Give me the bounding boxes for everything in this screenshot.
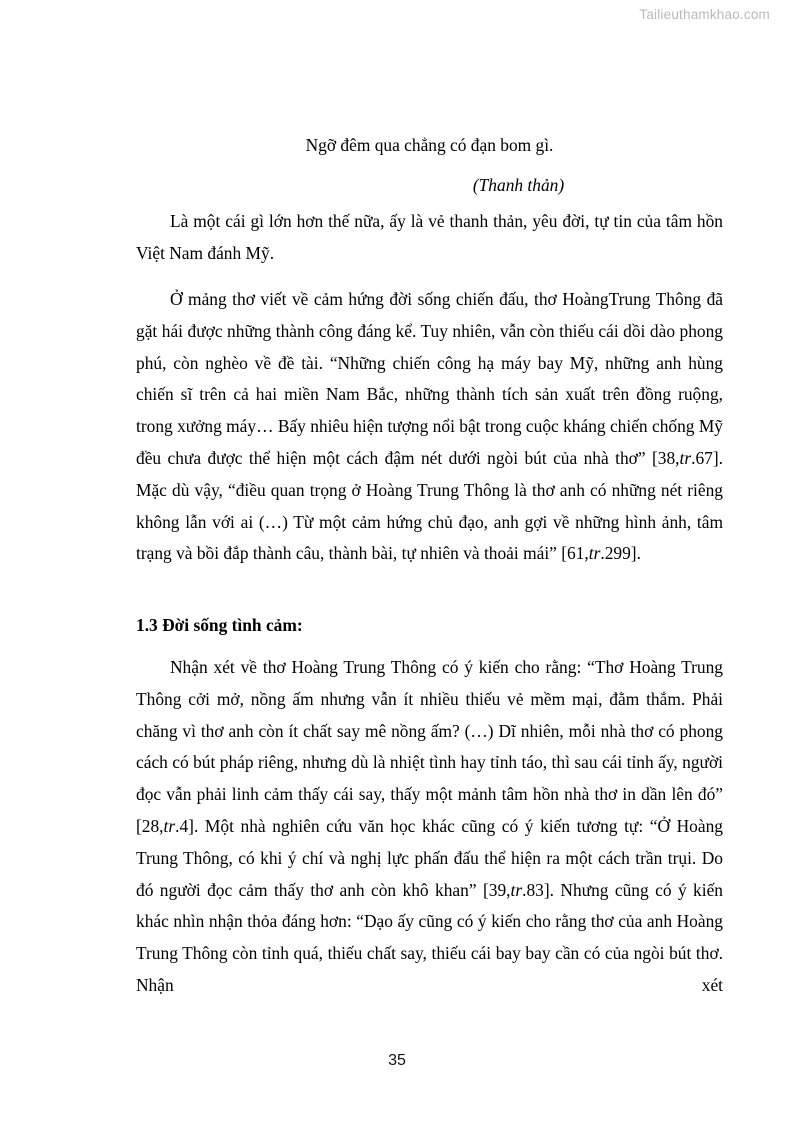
poem-line: Ngỡ đêm qua chẳng có đạn bom gì. [305,135,554,155]
citation-marker-tr-4: tr [510,879,523,900]
paragraph-2-text [136,284,723,570]
section-heading-1-3-label: 1.3 Đời sống tình cảm: [136,615,303,635]
paragraph-2-part-1: Ở mảng thơ viết về cảm hứng đời sống chiến đấu, thơ HoàngTrung Thông đã gặt hái được những thành công đáng kể. Tuy nhiên, vẫn còn thiếu cái dồi dào phong phú, còn nghèo về đề tài. “Những chiến công hạ máy bay Mỹ, những anh hùng chiến sĩ trên cả hai miền Nam Bắc, những thành tích sản xuất trên đồng ruộng, trong xưởng máy… Bấy nhiêu hiện tượng nổi bật trong cuộc kháng chiến chống Mỹ đều chưa được thể hiện một cách đậm nét dưới ngòi bút của nhà thơ” [38, [136,289,723,468]
paragraph-3-part-1: Nhận xét về thơ Hoàng Trung Thông có ý kiến cho rằng: “Thơ Hoàng Trung Thông cởi mở, nồng ấm nhưng vẫn ít nhiều thiếu vẻ mềm mại, đằm thắm. Phải chăng vì thơ anh còn ít chất say mê nồng ấm? (…) Dĩ nhiên, mỗi nhà thơ có phong cách có bút pháp riêng, nhưng dù là nhiệt tình hay tỉnh táo, thì sau cái tỉnh ấy, người đọc vẫn phải linh cảm thấy cái say, thấy một mảnh tâm hồn nhà thơ in dần lên đó” [28, [136,657,723,836]
citation-marker-tr-1: tr [679,447,692,468]
paragraph-2 [136,284,723,570]
paragraph-3-part-2: .4]. Một nhà nghiên cứu văn học khác cũng có ý kiến tương tự: “Ở Hoàng Trung Thông, có khi ý chí và nghị lực phấn đấu thể hiện ra một cách trần trụi. Do đó người đọc cảm thấy thơ anh còn khô khan” [39, [136,815,723,900]
citation-marker-tr-3: tr [163,815,176,836]
paragraph-3-text [136,652,723,1002]
citation-marker-tr-2: tr [588,543,601,564]
paragraph-1 [136,206,723,270]
section-heading-1-3 [136,610,723,642]
poem-attribution: (Thanh thản) [472,175,565,195]
page-number: 35 [388,1052,406,1069]
paragraph-3-part-3: .83]. Nhưng cũng có ý kiến khác nhìn nhận thỏa đáng hơn: “Dạo ấy cũng có ý kiến cho rằng thơ của anh Hoàng Trung Thông còn tỉnh quá, thiếu chất say, thiếu cái bay bay cần có của ngòi bút thơ. Nhận xét [136,879,723,995]
paragraph-3 [136,652,723,1002]
watermark-text: Tailieuthamkhao.com [639,7,770,22]
paragraph-1-text: Là một cái gì lớn hơn thế nữa, ấy là vẻ thanh thản, yêu đời, tự tin của tâm hồn Việt Nam đánh Mỹ. [136,211,723,263]
paragraph-2-part-2: .67]. Mặc dù vậy, “điều quan trọng ở Hoàng Trung Thông là thơ anh có những nét riêng không lẫn với ai (…) Từ một cảm hứng chủ đạo, anh gợi về những hình ảnh, tâm trạng và bồi đắp thành câu, thành bài, tự nhiên và thoải mái” [61, [136,447,723,564]
paragraph-2-part-3: .299]. [600,543,641,564]
